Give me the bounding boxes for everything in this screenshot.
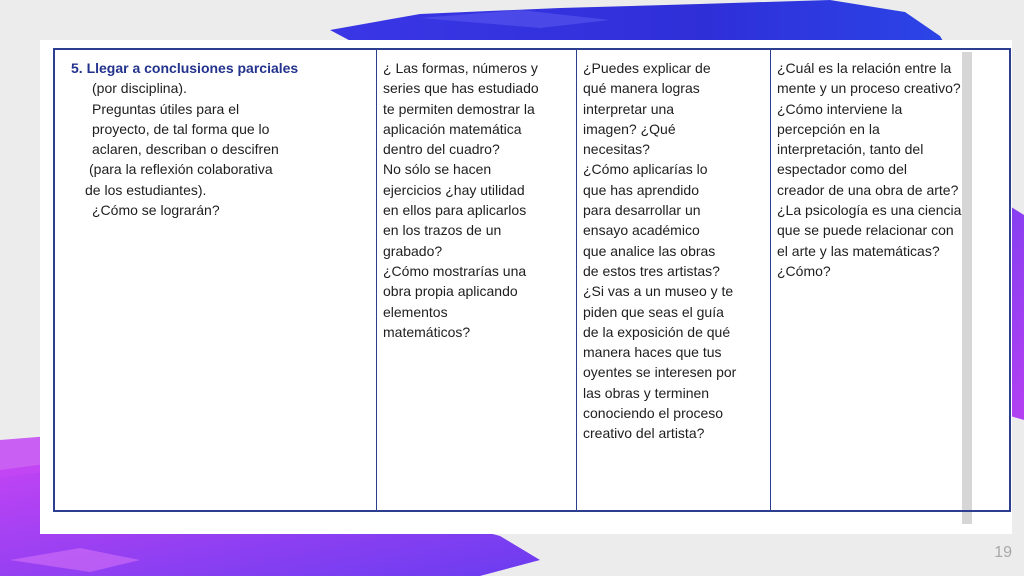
cell-text-line: oyentes se interesen por	[583, 364, 737, 381]
cell-text-line: que has aprendido	[583, 181, 699, 198]
cell-text-line: dentro del cuadro?	[383, 141, 500, 158]
cell-text-line: de los estudiantes).	[85, 181, 207, 198]
cell-text-line: en los trazos de un	[383, 222, 502, 239]
cell-text-line: mente y un proceso creativo?	[777, 80, 961, 97]
cell-text-line: ¿Si vas a un museo y te	[583, 283, 734, 300]
cell-text-line: el arte y las matemáticas?	[777, 242, 940, 259]
cell-text-line: ¿Cómo interviene la	[777, 100, 903, 117]
cell-text-line: imagen? ¿Qué	[583, 120, 676, 137]
cell-text-line: percepción en la	[777, 120, 880, 137]
cell-text-line: No sólo se hacen	[383, 161, 492, 178]
table-cell-psicologia	[771, 49, 1011, 511]
cell-text-line: Preguntas útiles para el	[92, 100, 240, 117]
cell-text-line: manera haces que tus	[583, 344, 722, 361]
cell-text-line: ¿La psicología es una ciencia	[777, 202, 962, 219]
cell-text-line: aplicación matemática	[383, 120, 522, 137]
cell-text-line: ejercicios ¿hay utilidad	[383, 181, 525, 198]
cell-text-line: ¿Cómo?	[777, 262, 831, 279]
cell-text-line: aclaren, describan o descifren	[92, 141, 279, 158]
cell-text-line: qué manera logras	[583, 80, 700, 97]
cell-text-line: necesitas?	[583, 141, 650, 158]
cell-text-line: para desarrollar un	[583, 202, 701, 219]
cell-text-line: (por disciplina).	[92, 80, 187, 97]
cell-text-line: piden que seas el guía	[583, 303, 724, 320]
table-cell-lenguaje	[577, 49, 771, 511]
cell-text-line: obra propia aplicando	[383, 283, 518, 300]
cell-text-line: que se puede relacionar con	[777, 222, 954, 239]
cell-text-line: ¿ Las formas, números y	[383, 60, 538, 76]
cell-text-line: te permiten demostrar la	[383, 100, 535, 117]
cell-text-line: elementos	[383, 303, 448, 320]
cell-text-line: matemáticos?	[383, 323, 471, 340]
cell-text-line: (para la reflexión colaborativa	[89, 161, 273, 178]
planning-table	[53, 48, 1011, 512]
cell-text-line: las obras y terminen	[583, 384, 710, 401]
cell-text-line: en ellos para aplicarlos	[383, 202, 527, 219]
cell-text-line: ¿Cuál es la relación entre la	[777, 60, 952, 76]
section-title: 5. Llegar a conclusiones parciales	[71, 60, 299, 76]
page-number: 19	[994, 544, 1012, 561]
cell-text-line: interpretar una	[583, 100, 675, 117]
cell-text-line: espectador como del	[777, 161, 907, 178]
cell-text-line: ¿Cómo aplicarías lo	[583, 161, 708, 178]
cell-text-line: ¿Puedes explicar de	[583, 60, 711, 76]
table-cell-matematicas	[377, 49, 577, 511]
cell-text-line: interpretación, tanto del	[777, 141, 924, 158]
cell-text-line: de la exposición de qué	[583, 323, 731, 340]
table-cell-conclusiones	[54, 49, 377, 511]
cell-text-line: proyecto, de tal forma que lo	[92, 120, 270, 137]
cell-text-line: grabado?	[383, 242, 443, 259]
cell-text-line: conociendo el proceso	[583, 405, 724, 422]
cell-text-line: creativo del artista?	[583, 425, 705, 442]
cell-text-line: ¿Cómo se lograrán?	[92, 202, 220, 219]
cell-text-line: creador de una obra de arte?	[777, 181, 959, 198]
cell-text-line: ensayo académico	[583, 222, 700, 239]
table-row	[54, 49, 1010, 511]
cell-text-line: que analice las obras	[583, 242, 716, 259]
cell-text-line: ¿Cómo mostrarías una	[383, 262, 527, 279]
cell-text-line: series que has estudiado	[383, 80, 539, 97]
cell-text-line: de estos tres artistas?	[583, 262, 720, 279]
